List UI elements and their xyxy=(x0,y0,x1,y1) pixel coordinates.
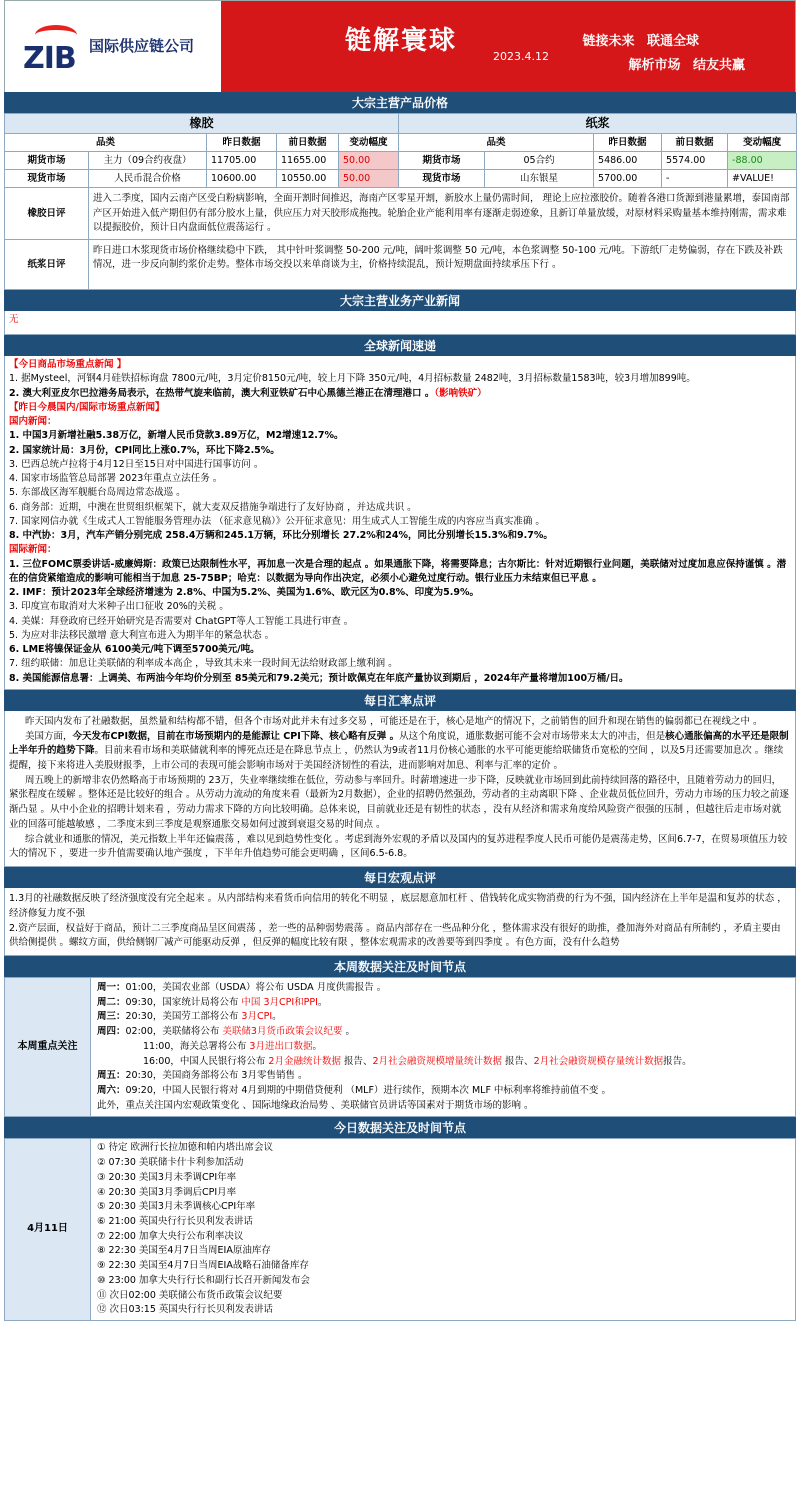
schedule-text: 报告。 xyxy=(663,1055,692,1067)
list-item: 4. 国家市场监管总局部署 2023年重点立法任务 。 xyxy=(9,473,223,485)
schedule-highlight: 3月进出口数据 xyxy=(249,1040,313,1052)
list-item: 8. 中汽协：3月，汽车产销分别完成 258.4万辆和245.1万辆，环比分别增长 27.2%和24%，同比分别增长15.3%和9.7%。 xyxy=(9,530,553,542)
table-row xyxy=(5,152,797,170)
section-title-business-news: 大宗主营业务产业新闻 xyxy=(4,290,796,311)
list-item: 8. 美国能源信息署：上调美、布两油今年均价分别至 85美元和79.2美元；预计欧佩克在年底产量协议到期后 ，2024年产量将增加100万桶/日。 xyxy=(9,672,629,684)
global-news-body xyxy=(4,356,796,690)
schedule-day: 周一： xyxy=(97,981,126,993)
paper-change-value: #VALUE! xyxy=(728,170,797,188)
schedule-highlight: 2月社会融资规模存量统计数据 xyxy=(533,1055,664,1067)
section-title-global-news: 全球新闻速递 xyxy=(4,335,796,356)
schedule-day: 周三： xyxy=(97,1011,126,1023)
paper-comment-text: 昨日进口木浆现货市场价格继续稳中下跌， 其中针叶浆调整 50-200 元/吨，阔叶浆调整 50 元/吨，本色浆调整 50-100 元/吨。下游纸厂走势偏弱，存在下跌及补跌情况，进一步反向制约浆价走势。整体市场交投以来单商谈为主，价格持续混乱，预计短期盘面持续承压下行 。 xyxy=(89,240,797,290)
paper-comment-row xyxy=(5,240,797,290)
market-news-heading: 【今日商品市场重点新闻 】 xyxy=(9,359,127,371)
paper-col-prev: 前日数据 xyxy=(662,134,728,152)
company-name: 国际供应链公司 xyxy=(89,36,195,55)
rubber-comment-text: 进入二季度，国内云南产区受白粉病影响，全面开割时间推迟，海南产区零星开割，新胶水上量仍需时间， 理论上应拉涨胶价。随着各港口货源到港量累增，泰国南部产区开始进入低产期但仍有部分胶水上量，供应压力对天胶形成拖拽。轮胎企业产能利用率有逐渐走弱迹象，且新订单量放缓，对原材料采购量基本维持刚需，需求难以提振胶价，预计日内盘面低位震荡运行 。 xyxy=(89,188,797,240)
schedule-text: 。 xyxy=(342,1026,355,1038)
list-item xyxy=(9,387,791,401)
list-item: ⑩ 23:00 加拿大央行行长和副行长召开新闻发布会 xyxy=(97,1274,310,1286)
schedule-line xyxy=(97,1040,789,1055)
schedule-line xyxy=(97,1055,789,1070)
title-banner xyxy=(221,1,795,92)
report-date: 2023.4.12 xyxy=(493,50,549,63)
schedule-text: 报告、 xyxy=(340,1055,373,1067)
slogan-line-1: 链接未来 联通全球 xyxy=(582,34,699,49)
fx-review-body xyxy=(4,711,796,867)
impact-tag: （影响铁矿） xyxy=(434,387,487,399)
schedule-highlight: 2月社会融资规模增量统计数据 xyxy=(372,1055,503,1067)
list-item: 4. 美媒：拜登政府已经开始研究是否需要对 ChatGPT等人工智能工具进行审查 。 xyxy=(9,615,354,627)
schedule-highlight: 美联储3月货币政策会议纪要 xyxy=(222,1026,343,1038)
schedule-day: 周五： xyxy=(97,1070,126,1082)
paper-item: 05合约 xyxy=(485,152,594,170)
list-item: 1. 中国3月新增社融5.38万亿，新增人民币贷款3.89万亿，M2增速12.7%。 xyxy=(9,430,344,442)
schedule-line xyxy=(97,981,789,996)
fx-text: 从这个角度说，通胀数据可能不会对市场带来太大的冲击，但是 xyxy=(399,730,666,742)
list-item: ⑨ 22:30 美国至4月7日当周EIA战略石油储备库存 xyxy=(97,1260,309,1272)
list-item: ③ 20:30 美国3月未季调CPI年率 xyxy=(97,1171,237,1183)
fx-text: 。目前来看市场和美联储就利率的博死点还是在降息节点上 ，仍然认为9或者11月份核心通胀的水平可能更能给联储货币宽松的空间 ，以及5月还需要加息次 。继续提醒，接下来将进入美股财报季，上市公司的表现可能会影响市场对于美国经济韧性的看法，进而影响对加息、利率与汇率的定价 。 xyxy=(9,745,784,772)
paper-yesterday-value: 5700.00 xyxy=(594,170,662,188)
today-date-label: 4月11日 xyxy=(5,1139,91,1321)
list-item: ⑤ 20:30 美国3月未季调核心CPI年率 xyxy=(97,1201,256,1213)
zib-logo-mark xyxy=(23,21,85,76)
business-news-content: 无 xyxy=(9,314,19,326)
schedule-line xyxy=(97,1099,789,1114)
business-news-body xyxy=(4,311,796,335)
rubber-prev-value: 11655.00 xyxy=(277,152,339,170)
paper-yesterday-value: 5486.00 xyxy=(594,152,662,170)
paper-col-yesterday: 昨日数据 xyxy=(594,134,662,152)
report-title: 链解寰球 xyxy=(345,26,458,56)
paper-comment-label: 纸浆日评 xyxy=(5,240,89,290)
schedule-line xyxy=(97,1084,789,1099)
list-item: 5. 为应对非法移民激增 意大利宣布进入为期半年的紧急状态 。 xyxy=(9,629,275,641)
week-schedule-table xyxy=(4,977,796,1117)
list-item: 5. 东部战区海军舰艇台岛周边常态战巡 。 xyxy=(9,487,186,499)
rubber-yesterday-value: 11705.00 xyxy=(207,152,277,170)
schedule-line xyxy=(97,996,789,1011)
week-schedule-content xyxy=(91,977,796,1116)
rubber-comment-row xyxy=(5,188,797,240)
schedule-text: 16:00，中国人民银行将公布 xyxy=(143,1055,269,1067)
paper-item: 山东银星 xyxy=(485,170,594,188)
schedule-highlight: 3月CPI xyxy=(241,1011,273,1023)
schedule-highlight: 2月金融统计数据 xyxy=(268,1055,341,1067)
paper-market-label: 现货市场 xyxy=(399,170,485,188)
list-item: ⑥ 21:00 英国央行行长贝利发表讲话 xyxy=(97,1216,253,1228)
rubber-col-item: 品类 xyxy=(5,134,207,152)
list-item-text: 2. 澳大利亚皮尔巴拉港务局表示，在热带气旋来临前，澳大利亚铁矿石中心黑德兰港正在清理港口 。 xyxy=(9,387,435,399)
section-title-macro-review: 每日宏观点评 xyxy=(4,867,796,888)
paper-market-label: 期货市场 xyxy=(399,152,485,170)
today-schedule-content xyxy=(91,1139,796,1321)
rubber-col-yesterday: 昨日数据 xyxy=(207,134,277,152)
schedule-text: 。 xyxy=(317,996,328,1008)
fx-text: 美国方面， xyxy=(25,730,73,742)
rubber-category: 橡胶 xyxy=(5,114,399,134)
rubber-comment-label: 橡胶日评 xyxy=(5,188,89,240)
schedule-text: 09:20，中国人民银行将对 4月到期的中期借贷便利 （MLF）进行续作，预期本次 MLF 中标利率将维持前值不变 。 xyxy=(125,1084,611,1096)
schedule-text: 此外，重点关注国内宏观政策变化 、国际地缘政治局势 、美联储官员讲话等国素对于期货市场的影响 。 xyxy=(97,1099,534,1111)
list-item: ⑫ 次日03:15 英国央行行长贝利发表讲话 xyxy=(97,1304,273,1316)
yesterday-news-heading: 【昨日今晨国内/国际市场重点新闻】 xyxy=(9,401,165,413)
schedule-line xyxy=(97,1010,789,1025)
list-item: ① 待定 欧洲行长拉加德和帕内塔出席会议 xyxy=(97,1142,274,1154)
list-item: 1. 三位FOMC票委讲话-威廉姆斯：政策已达限制性水平，再加息一次是合理的起点 。如果通胀下降，将需要降息；古尔斯比：针对近期银行业问题，美联储对过度加息应保持谨慎 。潜在的信贷紧缩造成的影响可能相当于加息 25-75BP；哈克：以数据为导向作出决定，必须小心避免过度行动。银行业压力未结束但已平息 。 xyxy=(9,558,787,584)
slogan-line-2: 解析市场 结友共赢 xyxy=(628,58,745,73)
paper-prev-value: 5574.00 xyxy=(662,152,728,170)
section-title-prices: 大宗主营产品价格 xyxy=(4,92,796,113)
schedule-text: 。 xyxy=(312,1040,322,1052)
section-title-today-schedule: 今日数据关注及时间节点 xyxy=(4,1117,796,1138)
list-item: ⑪ 次日02:00 美联储公布货币政策会议纪要 xyxy=(97,1289,283,1301)
logo-letters: ZIB xyxy=(23,40,76,76)
rubber-col-change: 变动幅度 xyxy=(339,134,399,152)
list-item: 6. 商务部：近期，中澳在世贸组织框架下，就大麦双反措施争端进行了友好协商 ，并达成共识 。 xyxy=(9,501,417,513)
section-title-fx-review: 每日汇率点评 xyxy=(4,690,796,711)
schedule-line xyxy=(97,1025,789,1040)
list-item: 2. 国家统计局：3月份，CPI同比上涨0.7%，环比下降2.5%。 xyxy=(9,444,280,456)
list-item: ⑧ 22:30 美国至4月7日当周EIA原油库存 xyxy=(97,1245,271,1257)
list-item: 2. IMF：预计2023年全球经济增速为 2.8%、中国为5.2%、美国为1.6%、欧元区为0.8%、印度为5.9%。 xyxy=(9,587,479,599)
list-item: ④ 20:30 美国3月季调后CPI月率 xyxy=(97,1186,237,1198)
schedule-line xyxy=(97,1069,789,1084)
fx-paragraph: 昨天国内发布了社融数据，虽然量和结构都不错，但各个市场对此并未有过多交易 ，可能还是在于，核心是地产的情况下，之前销售的回升和现在销售的偏弱都已在视线之中 。 xyxy=(25,715,763,727)
schedule-day: 周四： xyxy=(97,1026,126,1038)
schedule-text: 01:00，美国农业部（USDA）将公布 USDA 月度供需报告 。 xyxy=(125,981,387,993)
fx-text-bold: 今天发布CPI数据，目前在市场预期内的是能源让 CPI下降、核心略有反弹 。 xyxy=(72,730,400,742)
rubber-col-prev: 前日数据 xyxy=(277,134,339,152)
paper-category: 纸浆 xyxy=(399,114,797,134)
page xyxy=(4,0,796,1321)
paper-col-item: 品类 xyxy=(399,134,594,152)
macro-paragraph: 1.3月的社融数据反映了经济强度没有完全起来 。从内部结构来看货币向信用的转化不明显 ，底层愿意加杠杆 、借钱转化成实物消费的行为不强，国内经济在上半年是温和复苏的状态 ，经济修复力度不强 xyxy=(9,893,787,919)
list-item: ② 07:30 美联储卡什卡利参加活动 xyxy=(97,1157,244,1169)
fx-paragraph: 综合就业和通胀的情况，美元指数上半年还偏震荡 ，难以见到趋势性变化 。考虑到海外宏观的矛盾以及国内的复苏进程季度人民币可能仍是震荡走势，区间6.7-7，在贸易项值压力较大的情况下 ，要进一步升值需要确认地产强度 ，下半年升值趋势可能会更明确 ，区间6.5-6.8。 xyxy=(9,833,788,860)
schedule-highlight: 中国 3月CPI和PPI xyxy=(241,996,318,1008)
rubber-prev-value: 10550.00 xyxy=(277,170,339,188)
macro-review-body xyxy=(4,888,796,956)
schedule-text: 20:30，美国劳工部将公布 xyxy=(125,1011,242,1023)
paper-col-change: 变动幅度 xyxy=(728,134,797,152)
section-title-week-schedule: 本周数据关注及时间节点 xyxy=(4,956,796,977)
rubber-change-value: 50.00 xyxy=(339,170,399,188)
schedule-text: 09:30，国家统计局将公布 xyxy=(125,996,242,1008)
list-item: 1. 据Mysteel，河钢4月硅铁招标询盘 7800元/吨，3月定价8150元/吨，较上月下降 350元/吨，4月招标数量 2482吨，3月招标数量1583吨，较3月增加899吨。 xyxy=(9,373,696,385)
list-item: 3. 巴西总统卢拉将于4月12日至15日对中国进行国事访问 。 xyxy=(9,458,264,470)
schedule-text: 20:30，美国商务部将公布 3月零售销售 。 xyxy=(125,1070,308,1082)
list-item: 3. 印度宣布取消对大米种子出口征收 20%的关税 。 xyxy=(9,601,229,613)
rubber-item: 人民币混合价格 xyxy=(89,170,207,188)
schedule-text: 。 xyxy=(272,1011,282,1023)
table-row xyxy=(5,170,797,188)
fx-text-bold: 核心通胀偏高的水平还是限制上半年升的趋势下降 xyxy=(9,730,789,757)
rubber-yesterday-value: 10600.00 xyxy=(207,170,277,188)
rubber-market-label: 期货市场 xyxy=(5,152,89,170)
paper-prev-value: - xyxy=(662,170,728,188)
schedule-day: 周六： xyxy=(97,1084,126,1096)
intl-news-heading: 国际新闻： xyxy=(9,544,57,556)
list-item: 7. 纽约联储：加息让美联储的利率成本高企 ，导致其未来一段时间无法给财政部上缴利润 。 xyxy=(9,658,398,670)
company-logo xyxy=(5,1,221,92)
fx-paragraph xyxy=(9,730,789,774)
domestic-news-heading: 国内新闻： xyxy=(9,416,57,428)
price-table xyxy=(4,113,797,290)
fx-paragraph: 周五晚上的新增非农仍然略高于市场预期的 23万，失业率继续维在低位，劳动参与率回升。时薪增速进一步下降，反映就业市场回到此前持续回落的路径中，且随着劳动力的回归，紧张程度在缓解 。整体还是比较好的组合 。从劳动力流动的角度来看（最新为2月数据），企业的招聘仍然强劲，劳动者的主动离职下降 、企业裁员低位回升，劳动力市场的压力较之前逐渐凸显 。从中小企业的招聘计划来看 ，劳动力需求下降的方向比较明确。总体来说，目前就业还是有韧性的状态 ，没有从经济和需求角度给风险资产很强的压制 ，但越往后走市场对就业的回落可能越敏感 ，二季度末到三季度是观察通胀交易如何过渡到衰退交易的时间点 。 xyxy=(9,774,789,830)
schedule-day: 周二： xyxy=(97,996,126,1008)
schedule-text: 11:00，海关总署将公布 xyxy=(143,1040,250,1052)
paper-change-value: -88.00 xyxy=(728,152,797,170)
rubber-market-label: 现货市场 xyxy=(5,170,89,188)
list-item: ⑦ 22:00 加拿大央行公布利率决议 xyxy=(97,1230,244,1242)
list-item: 7. 国家网信办就《生成式人工智能服务管理办法 （征求意见稿）》公开征求意见：用生成式人工智能生成的内容应当真实准确 。 xyxy=(9,515,545,527)
macro-paragraph: 2.资产层面，权益好于商品，预计二三季度商品呈区间震荡 ，差一些的品种弱势震荡 。商品内部存在一些品种分化 ，整体需求没有很好的助推，叠加海外对商品有所制约 ，矛盾主要由供给侧提供 。螺纹方面，供给侧钢厂减产可能驱动反弹 ，但反弹的幅度比较有限 ，整体宏观需求的改善要等到四季度 。有色方面，没有什么趋势 xyxy=(9,922,781,949)
schedule-text: 报告、 xyxy=(502,1055,534,1067)
rubber-change-value: 50.00 xyxy=(339,152,399,170)
list-item: 6. LME将镍保证金从 6100美元/吨下调至5700美元/吨。 xyxy=(9,644,260,656)
schedule-text: 02:00，美联储将公布 xyxy=(125,1026,223,1038)
report-header xyxy=(4,0,796,92)
today-schedule-table xyxy=(4,1138,796,1321)
rubber-item: 主力（09合约夜盘） xyxy=(89,152,207,170)
week-schedule-label: 本周重点关注 xyxy=(5,977,91,1116)
